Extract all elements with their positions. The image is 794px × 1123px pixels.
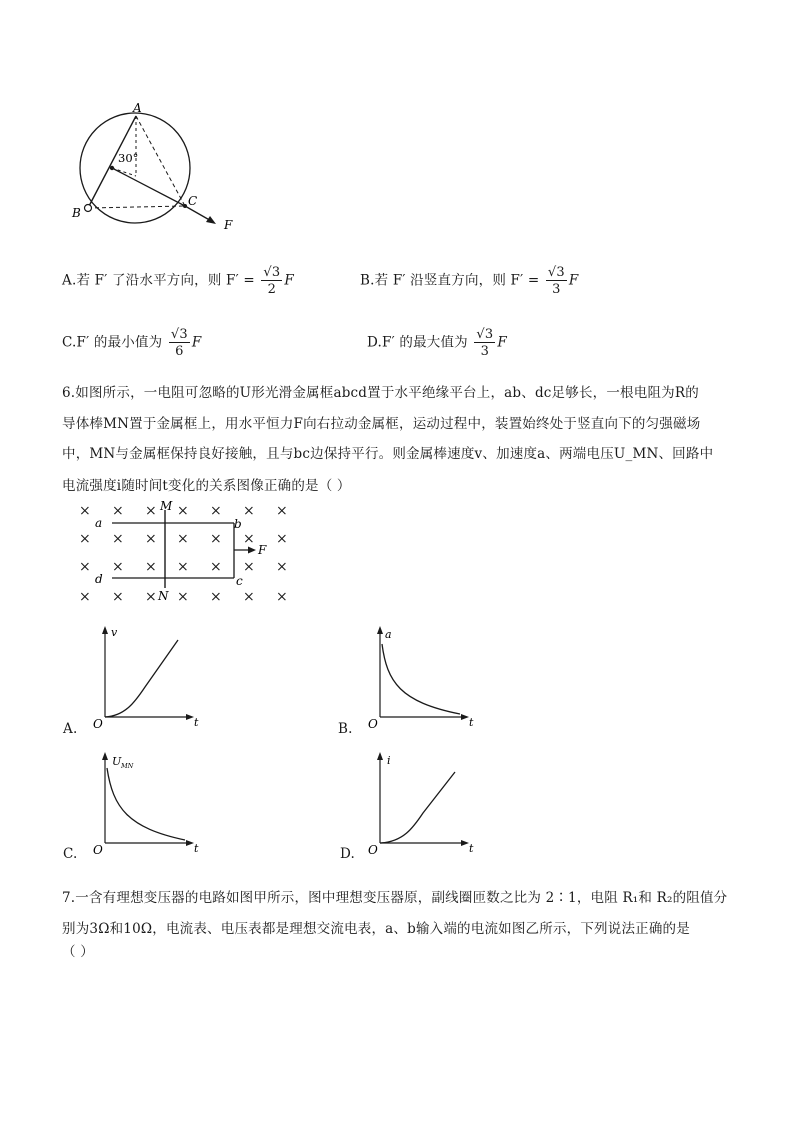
origin-label: O bbox=[368, 843, 378, 857]
y-label: U bbox=[112, 755, 122, 768]
q6-line-1: 6.如图所示，一电阻可忽略的U形光滑金属框abcd置于水平绝缘平台上，ab、dc足够长，一根电阻为R的 bbox=[62, 385, 699, 401]
q7-line-1: 7.一含有理想变压器的电路如图甲所示，图中理想变压器原，副线圈匝数之比为 2∶1，电阻 R₁和 R₂的阻值分 bbox=[62, 890, 728, 906]
cross-icon: × bbox=[79, 503, 91, 519]
x-arrow-icon bbox=[186, 714, 194, 720]
label-b: b bbox=[234, 517, 242, 531]
curve bbox=[380, 772, 455, 843]
graph-d bbox=[365, 748, 485, 858]
cross-icon: × bbox=[145, 559, 157, 575]
label-angle: 30° bbox=[118, 151, 139, 165]
fraction: $\frac{√3}{3}$ bbox=[547, 265, 565, 297]
label-m: M bbox=[160, 499, 173, 513]
magnetic-field-crosses bbox=[79, 503, 288, 605]
cross-icon: × bbox=[210, 559, 222, 575]
graph-c bbox=[90, 748, 210, 858]
origin-label: O bbox=[93, 843, 103, 857]
option-a: A.若 F′ 了沿水平方向，则 F′ = $\frac{√3}{2}$ F bbox=[62, 265, 294, 297]
q7-line-3: （ ） bbox=[62, 944, 94, 960]
q7-line-2: 别为3Ω和10Ω，电流表、电压表都是理想交流电表，a、b输入端的电流如图乙所示，下列说法正确的是 bbox=[62, 921, 690, 937]
label-f: F bbox=[224, 218, 233, 232]
circle-force-diagram bbox=[60, 100, 260, 240]
y-label-sub: MN bbox=[121, 762, 134, 770]
point-c bbox=[183, 204, 187, 208]
q6-line-4: 电流强度i随时间t变化的关系图像正确的是（ ） bbox=[62, 478, 351, 494]
graph-a bbox=[90, 622, 210, 732]
graph-c-letter: C. bbox=[63, 846, 78, 862]
y-label: a bbox=[385, 628, 392, 641]
y-arrow-icon bbox=[377, 626, 383, 634]
cross-icon: × bbox=[276, 531, 288, 547]
center-dot bbox=[110, 166, 114, 170]
label-d: d bbox=[95, 572, 103, 586]
cross-icon: × bbox=[243, 559, 255, 575]
y-arrow-icon bbox=[102, 626, 108, 634]
fraction: $\frac{√3}{2}$ bbox=[263, 265, 281, 297]
cross-icon: × bbox=[210, 503, 222, 519]
arrow-head-icon bbox=[248, 547, 256, 554]
graph-b-letter: B. bbox=[338, 721, 353, 737]
point-b bbox=[85, 205, 92, 212]
label-n: N bbox=[158, 589, 169, 603]
x-arrow-icon bbox=[461, 714, 469, 720]
curve bbox=[382, 644, 460, 714]
option-d: D.F′ 的最大值为 $\frac{√3}{3}$ F bbox=[367, 327, 507, 359]
cross-icon: × bbox=[79, 589, 91, 605]
graph-a-letter: A. bbox=[63, 721, 78, 737]
cross-icon: × bbox=[243, 589, 255, 605]
cross-icon: × bbox=[145, 531, 157, 547]
graph-b bbox=[365, 622, 485, 732]
label-c: C bbox=[188, 194, 198, 208]
cross-icon: × bbox=[177, 589, 189, 605]
label-a: A bbox=[133, 101, 142, 115]
x-label: t bbox=[194, 842, 199, 855]
dash-bc bbox=[88, 206, 185, 208]
x-label: t bbox=[469, 716, 474, 729]
cross-icon: × bbox=[112, 559, 124, 575]
curve bbox=[105, 640, 178, 717]
cross-icon: × bbox=[112, 531, 124, 547]
y-arrow-icon bbox=[377, 752, 383, 760]
q6-line-2: 导体棒MN置于金属框上，用水平恒力F向右拉动金属框，运动过程中，装置始终处于竖直向下的匀强磁场 bbox=[62, 416, 701, 432]
cross-icon: × bbox=[112, 503, 124, 519]
label-a: a bbox=[95, 516, 103, 530]
cross-icon: × bbox=[243, 531, 255, 547]
chord-ac bbox=[136, 116, 185, 206]
cross-icon: × bbox=[210, 589, 222, 605]
y-label: i bbox=[387, 754, 391, 767]
cross-icon: × bbox=[79, 531, 91, 547]
cross-icon: × bbox=[145, 589, 157, 605]
fraction: $\frac{√3}{3}$ bbox=[476, 327, 494, 359]
x-label: t bbox=[194, 716, 199, 729]
cross-icon: × bbox=[177, 531, 189, 547]
x-label: t bbox=[469, 842, 474, 855]
label-c: c bbox=[236, 574, 243, 588]
cross-icon: × bbox=[210, 531, 222, 547]
cross-icon: × bbox=[79, 559, 91, 575]
option-b: B.若 F′ 沿竖直方向，则 F′ = $\frac{√3}{3}$ F bbox=[360, 265, 579, 297]
fraction: $\frac{√3}{6}$ bbox=[170, 327, 188, 359]
cross-icon: × bbox=[276, 589, 288, 605]
y-label: v bbox=[111, 626, 118, 639]
origin-label: O bbox=[368, 717, 378, 731]
x-arrow-icon bbox=[186, 840, 194, 846]
graph-d-letter: D. bbox=[340, 846, 356, 862]
cross-icon: × bbox=[177, 503, 189, 519]
u-frame-figure bbox=[62, 498, 322, 614]
label-b: B bbox=[72, 206, 81, 220]
origin-label: O bbox=[93, 717, 103, 731]
center-to-c bbox=[112, 168, 185, 206]
cross-icon: × bbox=[112, 589, 124, 605]
q6-line-3: 中，MN与金属框保持良好接触，且与bc边保持平行。则金属棒速度v、加速度a、两端电压U_MN、回路中 bbox=[62, 446, 714, 462]
label-f: F bbox=[258, 543, 267, 557]
x-arrow-icon bbox=[461, 840, 469, 846]
option-c: C.F′ 的最小值为 $\frac{√3}{6}$ F bbox=[62, 327, 202, 359]
cross-icon: × bbox=[276, 503, 288, 519]
cross-icon: × bbox=[145, 503, 157, 519]
arrow-head-icon bbox=[206, 216, 216, 224]
y-arrow-icon bbox=[102, 752, 108, 760]
cross-icon: × bbox=[276, 559, 288, 575]
cross-icon: × bbox=[177, 559, 189, 575]
curve bbox=[107, 768, 185, 840]
cross-icon: × bbox=[243, 503, 255, 519]
